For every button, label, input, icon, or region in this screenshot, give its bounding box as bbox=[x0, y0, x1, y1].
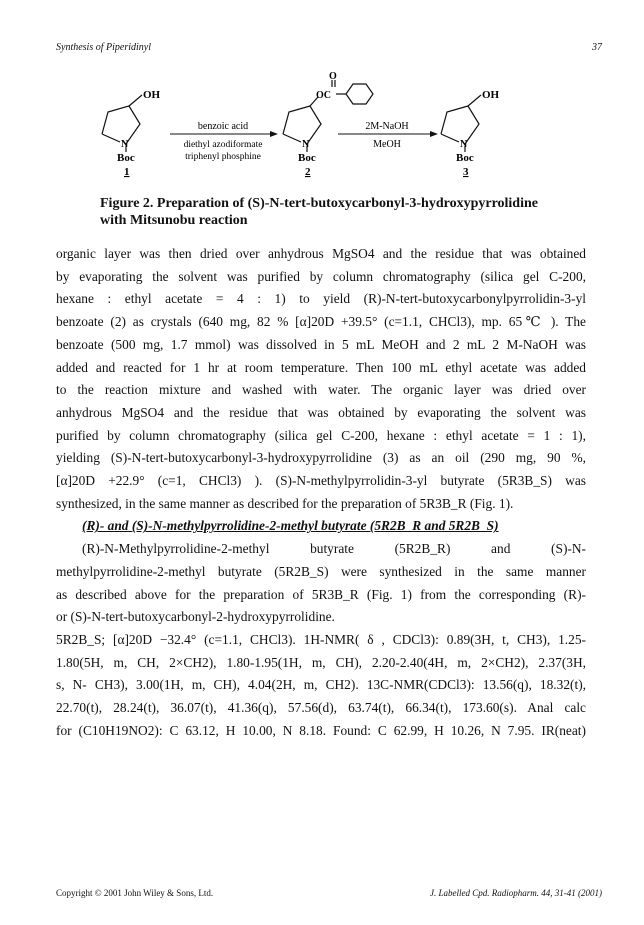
section-heading-text: (R)- and (S)-N-methylpyrrolidine-2-methyl butyrate (5R2B_R and 5R2B_S) bbox=[82, 518, 499, 534]
text-line: anhydrous MgSO4 and the residue that was obtained by evaporating the solvent was bbox=[56, 404, 586, 420]
section-heading bbox=[56, 515, 586, 538]
compound-3-n: N bbox=[460, 139, 468, 150]
arrow-1-below-1: diethyl azodiformate bbox=[183, 140, 263, 150]
running-head: Synthesis of Piperidinyl bbox=[56, 42, 151, 53]
compound-2-boc: Boc bbox=[298, 152, 316, 164]
arrow-1-head bbox=[270, 131, 278, 137]
compound-3-boc: Boc bbox=[456, 152, 474, 164]
footer-citation: J. Labelled Cpd. Radiopharm. 44, 31-41 (2001) bbox=[430, 888, 602, 898]
text-line: organic layer was then dried over anhydrous MgSO4 and the residue that was obtained bbox=[56, 246, 586, 261]
text-line: 5R2B_S; [α]20D −32.4° (c=1.1, CHCl3). 1H-NMR( δ , CDCl3): 0.89(3H, t, CH3), 1.25- bbox=[56, 631, 586, 647]
figure-caption bbox=[100, 195, 580, 229]
reaction-scheme bbox=[100, 72, 560, 187]
caption-line-2: with Mitsunobu reaction bbox=[100, 213, 248, 228]
text-line: benzoate (500 mg, 1.7 mmol) was dissolved in 5 mL MeOH and 2 mL 2 M-NaOH was bbox=[56, 336, 586, 352]
page-number: 37 bbox=[592, 42, 602, 53]
text-line: purified by column chromatography (silica gel C-200, hexane : ethyl acetate = 1 : 1), bbox=[56, 427, 586, 443]
compound-3-oh: OH bbox=[482, 89, 500, 101]
arrow-1-above: benzoic acid bbox=[197, 121, 249, 132]
text-line: s, N- CH3), 3.00(1H, m, CH), 4.04(2H, m, CH2). 13C-NMR(CDCl3): 13.56(q), 18.32(t), bbox=[56, 677, 586, 693]
text-line: (R)-N-Methylpyrrolidine-2-methyl butyrate (5R2B_R) and (S)-N- bbox=[82, 541, 586, 557]
text-line: methylpyrrolidine-2-methyl butyrate (5R2B_S) were synthesized in the same manner bbox=[56, 563, 586, 579]
compound-2-n: N bbox=[302, 139, 310, 150]
compound-2-number: 2 bbox=[305, 166, 311, 178]
arrow-2-below: MeOH bbox=[373, 139, 401, 150]
compound-3-number: 3 bbox=[463, 166, 469, 178]
text-line: [α]20D +22.9° (c=1, CHCl3) ). (S)-N-methylpyrrolidin-3-yl butyrate (5R3B_S) was bbox=[56, 473, 586, 489]
text-line: or (S)-N-tert-butoxycarbonyl-2-hydroxypyrrolidine. bbox=[56, 609, 335, 625]
text-line: by evaporating the solvent was purified by column chromatography (silica gel C-200, bbox=[56, 268, 586, 284]
text-line: benzoate (2) as crystals (640 mg, 82 % [α]20D +39.5° (c=1.1, CHCl3), mp. 65℃ ). The bbox=[56, 314, 586, 330]
text-line: synthesized, in the same manner as described for the preparation of 5R3B_R (Fig. 1). bbox=[56, 495, 514, 511]
text-line: hexane : ethyl acetate = 4 : 1) to yield (R)-N-tert-butoxycarbonylpyrrolidin-3-yl bbox=[56, 291, 586, 307]
text-line: for (C10H19NO2): C 63.12, H 10.00, N 8.18. Found: C 62.99, H 10.26, N 7.95. IR(neat) bbox=[56, 722, 586, 738]
compound-2-carbonyl-o: O bbox=[329, 72, 337, 82]
arrow-2-above: 2M-NaOH bbox=[365, 121, 409, 132]
arrow-2-head bbox=[430, 131, 438, 137]
text-line: as described above for the preparation of 5R3B_R (Fig. 1) from the corresponding (R)- bbox=[56, 586, 586, 602]
arrow-1-below-2: triphenyl phosphine bbox=[185, 152, 261, 162]
body-text bbox=[56, 243, 586, 742]
text-line: 1.80(5H, m, CH, 2×CH2), 1.80-1.95(1H, m, CH), 2.20-2.40(4H, m, 2×CH2), 2.37(3H, bbox=[56, 654, 586, 670]
compound-1-n: N bbox=[121, 139, 129, 150]
text-line: added and reacted for 1 hr at room temperature. Then 100 mL ethyl acetate was added bbox=[56, 359, 586, 375]
compound-2-oc: OC bbox=[316, 90, 331, 101]
compound-1-oh: OH bbox=[143, 89, 161, 101]
text-line: yielding (S)-N-tert-butoxycarbonyl-3-hydroxypyrrolidine (3) as an oil (290 mg, 90 %, bbox=[56, 450, 586, 466]
compound-1-boc: Boc bbox=[117, 152, 135, 164]
compound-1-number: 1 bbox=[124, 166, 130, 178]
caption-line-1: Figure 2. Preparation of (S)-N-tert-butoxycarbonyl-3-hydroxypyrrolidine bbox=[100, 196, 538, 211]
text-line: to the reaction mixture and washed with water. The organic layer was dried over bbox=[56, 382, 586, 398]
text-line: 22.70(t), 28.24(t), 36.07(t), 41.36(q), 57.56(d), 63.74(t), 66.34(t), 173.60(s). Anal calc bbox=[56, 700, 586, 716]
footer-copyright: Copyright © 2001 John Wiley & Sons, Ltd. bbox=[56, 888, 214, 898]
